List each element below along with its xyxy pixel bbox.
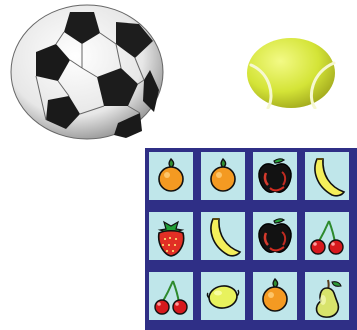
pear-icon <box>305 272 349 320</box>
tile-banana[interactable] <box>305 152 349 200</box>
banana-icon <box>305 152 349 200</box>
tile-orange[interactable] <box>201 152 245 200</box>
banana-icon <box>201 212 245 260</box>
strawberry-icon <box>149 212 193 260</box>
cherries-icon <box>305 212 349 260</box>
soccer-ball <box>8 2 166 142</box>
orange-icon <box>149 152 193 200</box>
black-apple-icon <box>253 212 297 260</box>
fruit-tile-grid <box>145 148 357 330</box>
tile-orange[interactable] <box>253 272 297 320</box>
tile-black-apple[interactable] <box>253 212 297 260</box>
tile-strawberry[interactable] <box>149 212 193 260</box>
black-apple-icon <box>253 152 297 200</box>
tile-orange[interactable] <box>149 152 193 200</box>
cherries-icon <box>149 272 193 320</box>
orange-icon <box>253 272 297 320</box>
orange-icon <box>201 152 245 200</box>
tile-banana[interactable] <box>201 212 245 260</box>
tile-lemon[interactable] <box>201 272 245 320</box>
tile-cherries[interactable] <box>149 272 193 320</box>
tennis-ball <box>246 37 336 109</box>
tennis-ball-icon <box>246 37 336 109</box>
soccer-ball-icon <box>8 2 166 142</box>
tile-cherries[interactable] <box>305 212 349 260</box>
tile-black-apple[interactable] <box>253 152 297 200</box>
lemon-icon <box>201 272 245 320</box>
tile-pear[interactable] <box>305 272 349 320</box>
